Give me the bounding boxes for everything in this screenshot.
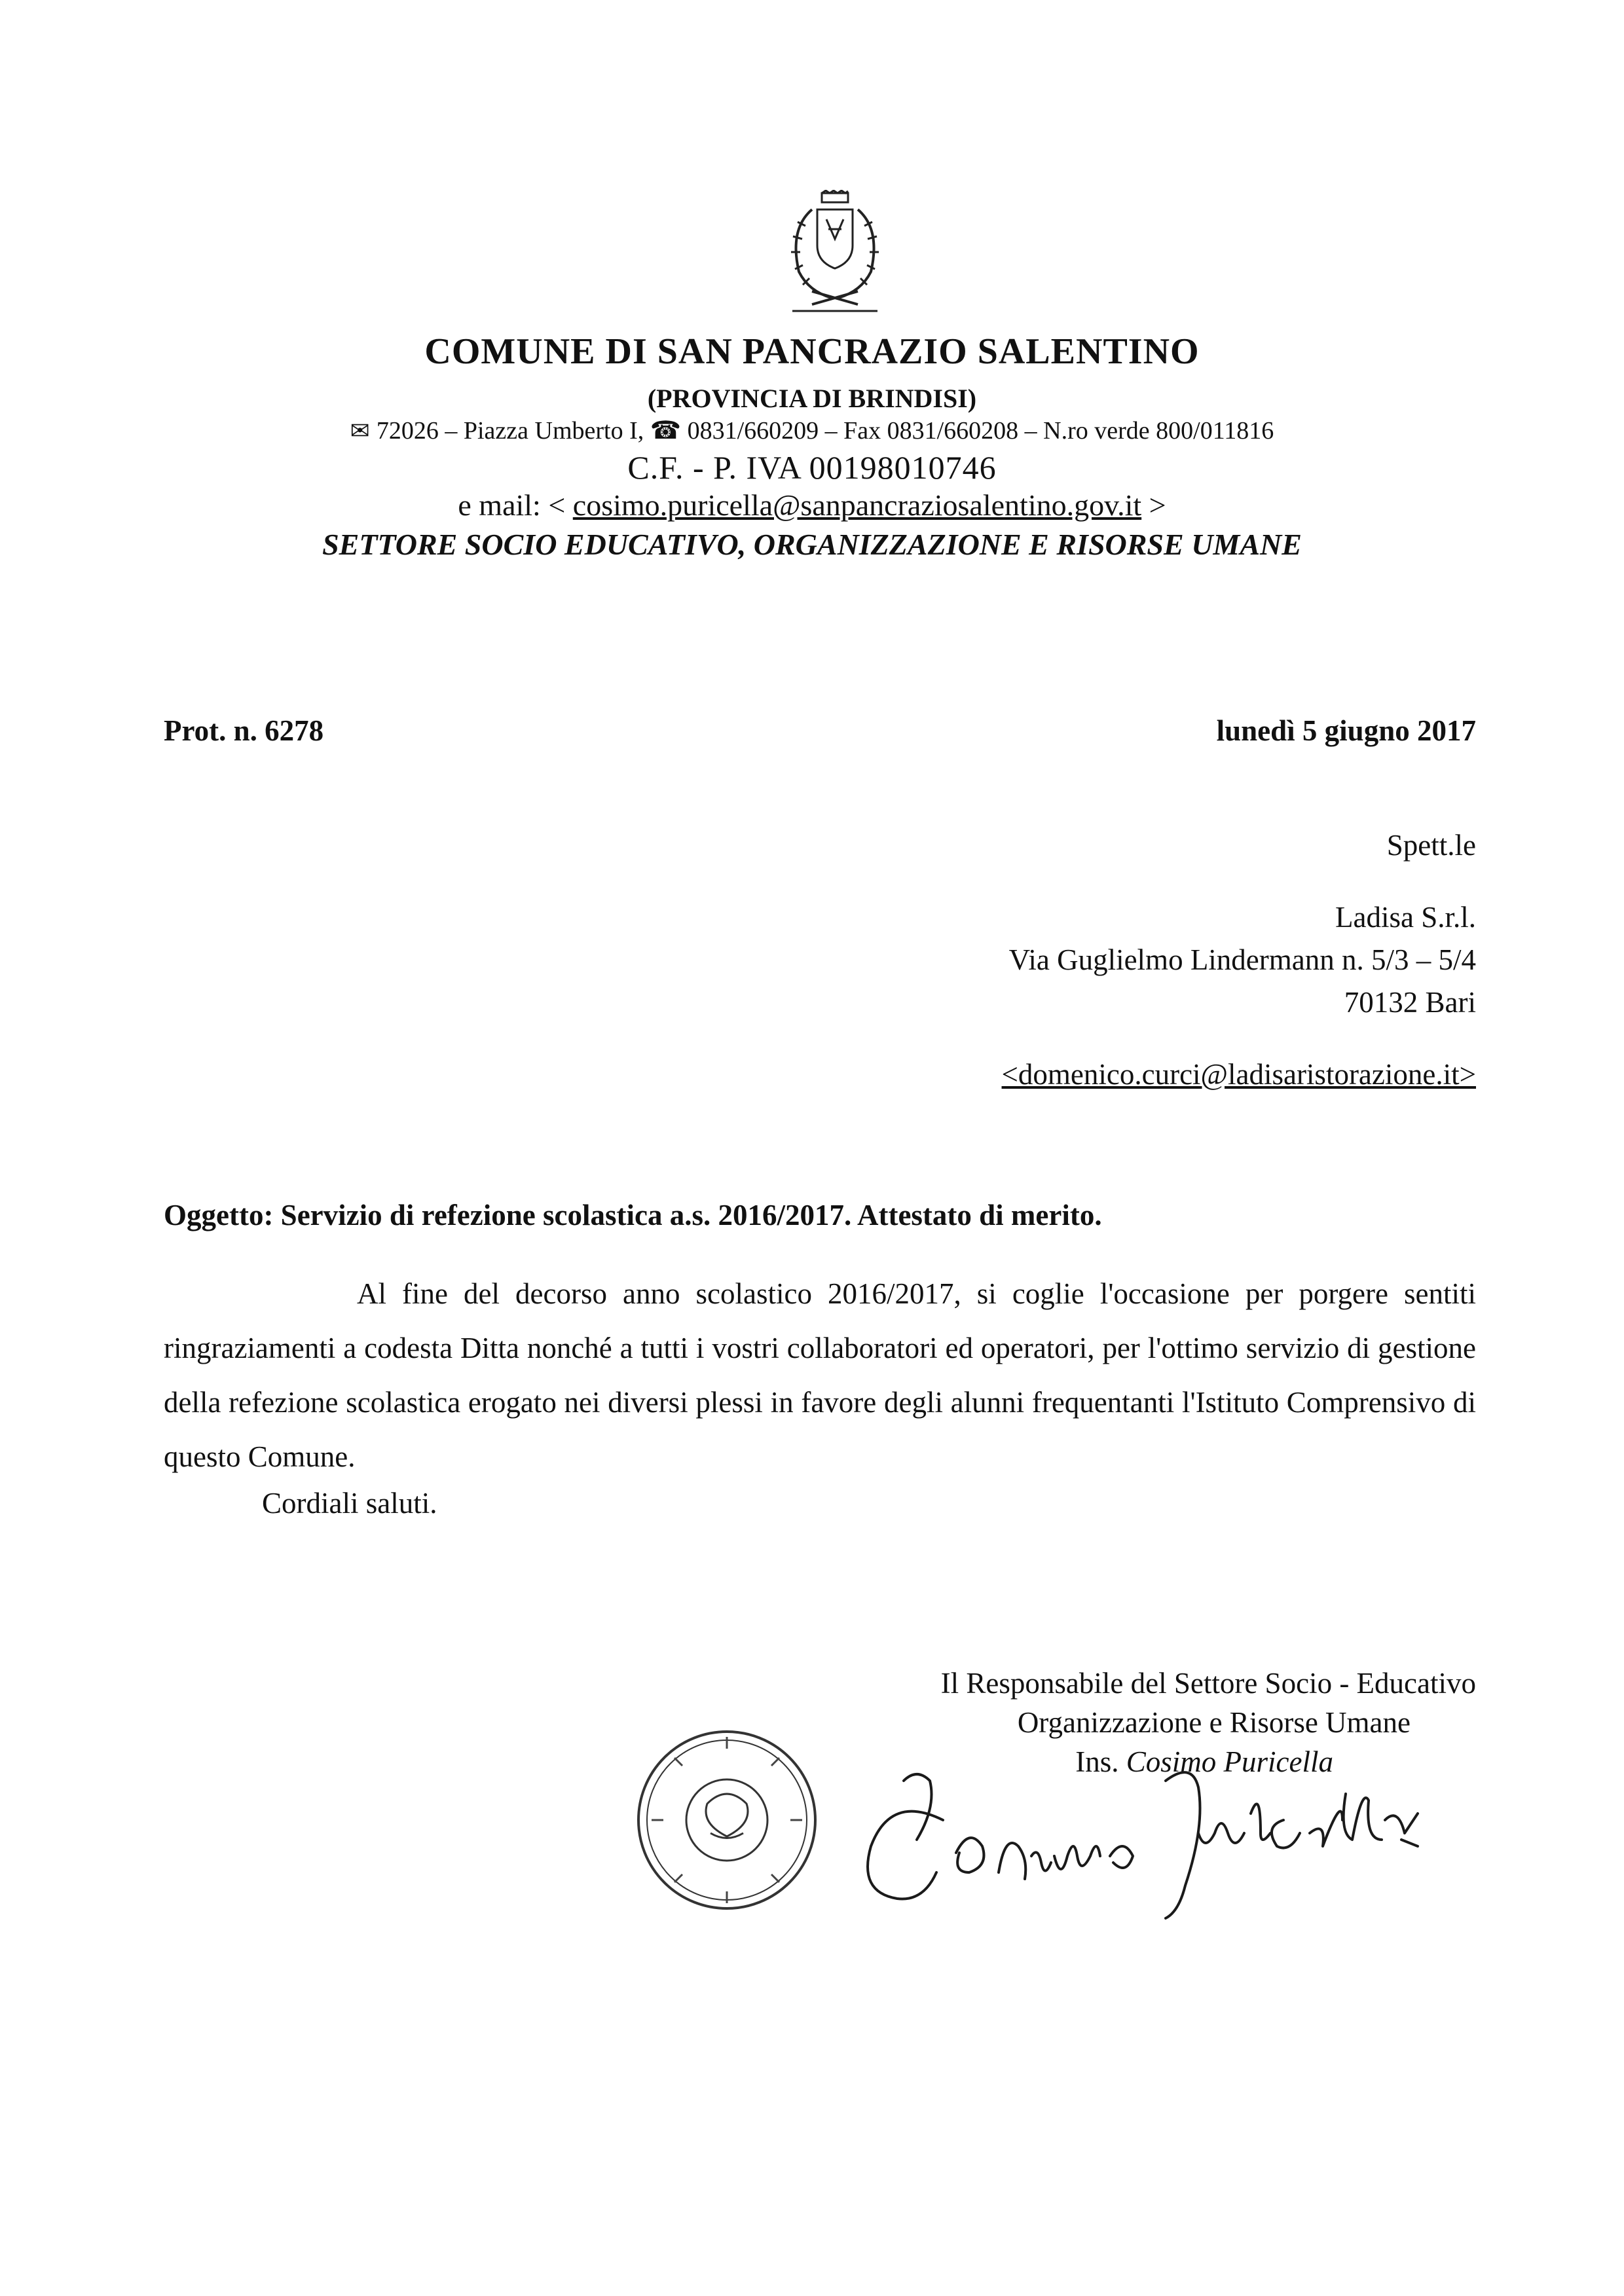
signatory-role: Il Responsabile del Settore Socio - Educativo	[940, 1667, 1476, 1700]
contact-details: 72026 – Piazza Umberto I, ☎ 0831/660209 – Fax 0831/660208 – N.ro verde 800/011816	[376, 417, 1274, 445]
body-paragraph: Al fine del decorso anno scolastico 2016/2017, si coglie l'occasione per porgere sentiti ringraziamenti a codesta Ditta nonché a tutti i vostri collaboratori ed operatori, per l'ottimo servizio di gestione della refezione scolastica erogato nei diversi plessi in favore degli alunni frequentanti l'Istituto Comprensivo di questo Comune.	[164, 1277, 1476, 1473]
contact-line	[0, 416, 1624, 445]
recipient-salutation: Spett.le	[1386, 829, 1476, 862]
protocol-number: Prot. n. 6278	[164, 714, 324, 747]
closing-greeting: Cordiali saluti.	[262, 1487, 437, 1520]
recipient-email-link[interactable]: <domenico.curci@ladisaristorazione.it>	[1001, 1058, 1476, 1091]
header-email-link[interactable]: cosimo.puricella@sanpancraziosalentino.gov.it	[572, 488, 1142, 522]
recipient-address: Via Guglielmo Lindermann n. 5/3 – 5/4	[1008, 943, 1476, 976]
signatory-name-text: Cosimo Puricella	[1126, 1745, 1333, 1778]
letter-date: lunedì 5 giugno 2017	[1216, 714, 1476, 747]
letter-body	[164, 1267, 1476, 1484]
recipient-name: Ladisa S.r.l.	[1335, 901, 1476, 934]
fiscal-code: C.F. - P. IVA 00198010746	[627, 449, 997, 486]
email-line	[0, 488, 1624, 522]
signatory-department: Organizzazione e Risorse Umane	[1017, 1706, 1411, 1739]
recipient-city: 70132 Bari	[1344, 986, 1476, 1019]
email-prefix: e mail: <	[458, 488, 573, 522]
coat-of-arms-emblem	[766, 190, 904, 314]
sector-title: SETTORE SOCIO EDUCATIVO, ORGANIZZAZIONE E RISORSE UMANE	[322, 528, 1302, 561]
email-suffix: >	[1141, 488, 1166, 522]
handwritten-signature	[858, 1741, 1447, 1925]
organization-name: COMUNE DI SAN PANCRAZIO SALENTINO	[424, 331, 1200, 372]
signatory-title: Ins.	[1075, 1745, 1126, 1778]
official-stamp	[632, 1725, 822, 1915]
letter-subject: Oggetto: Servizio di refezione scolastica a.s. 2016/2017. Attestato di merito.	[164, 1199, 1102, 1231]
province-label: (PROVINCIA DI BRINDISI)	[647, 384, 977, 413]
envelope-icon: ✉	[350, 418, 370, 445]
